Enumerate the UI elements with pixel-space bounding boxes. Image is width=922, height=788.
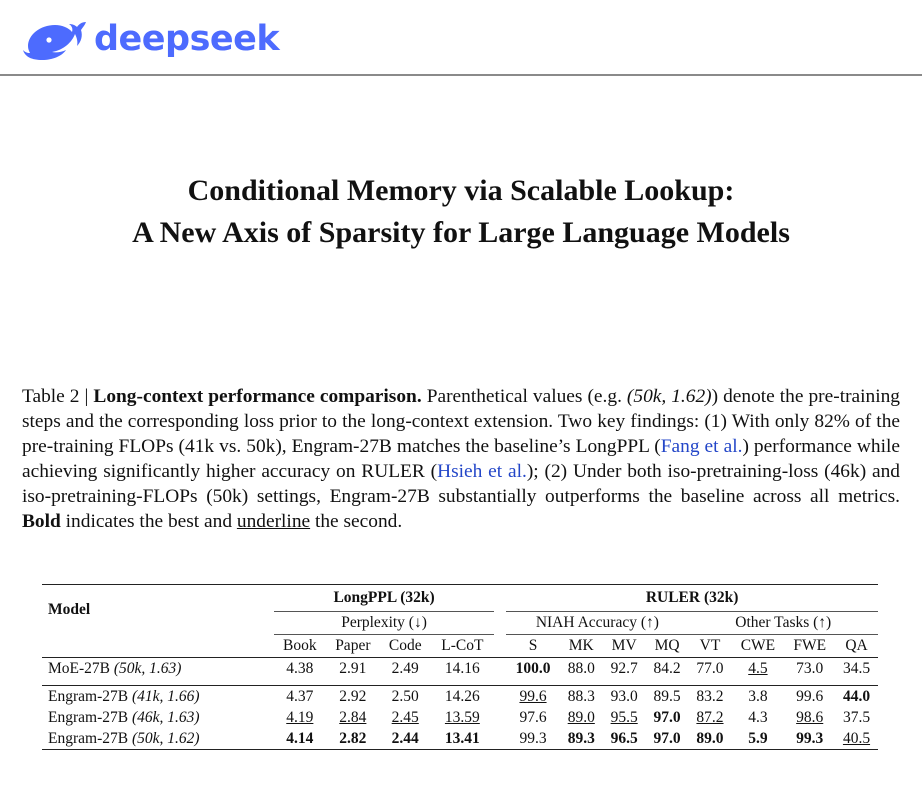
table-cell: 4.5	[731, 658, 784, 680]
table-cell: 92.7	[603, 658, 646, 680]
other-tasks-subheader: Other Tasks (↑)	[689, 612, 878, 635]
caption-bold-title: Long-context performance comparison.	[93, 386, 422, 407]
table-cell: 84.2	[646, 658, 689, 680]
table-cell: 2.84	[339, 708, 367, 726]
table-cell: 4.37	[274, 686, 326, 708]
model-name-cell: Engram-27B (41k, 1.66)	[42, 686, 262, 708]
table-cell: 97.0	[646, 728, 689, 750]
longppl-group-header: LongPPL (32k)	[274, 585, 494, 612]
table-cell: 5.9	[731, 728, 784, 750]
caption-text: Parenthetical values (e.g.	[421, 386, 627, 407]
title-line-2: A New Axis of Sparsity for Large Language Models	[132, 216, 790, 249]
table-cell: 93.0	[603, 686, 646, 708]
table-cell: 40.5	[835, 728, 878, 750]
table-cell: 95.5	[610, 708, 638, 726]
table-cell: 13.59	[444, 708, 480, 726]
table-cell: 97.6	[519, 708, 547, 726]
table-cell: 96.5	[603, 728, 646, 750]
model-name-cell: Engram-27B (46k, 1.63)	[48, 708, 200, 726]
table-cell: 2.45	[391, 708, 419, 726]
caption-text: indicates the best and	[60, 511, 237, 532]
table-cell: 3.8	[731, 686, 784, 708]
deepseek-logo	[22, 16, 279, 62]
table-cell: 99.6	[506, 686, 560, 708]
table-cell: 4.38	[274, 658, 326, 680]
column-header-s: S	[528, 637, 538, 654]
model-column-header: Model	[42, 585, 262, 635]
table-cell: 4.19	[286, 708, 314, 726]
model-name-cell: MoE-27B (50k, 1.63)	[42, 658, 262, 680]
table-cell: 13.41	[431, 728, 495, 750]
caption-bold-word: Bold	[22, 511, 61, 532]
header	[0, 0, 922, 76]
table-cell: 4.3	[748, 708, 768, 726]
table-cell: 89.5	[646, 686, 689, 708]
table-row-moe-50k	[42, 658, 878, 680]
table-cell: 44.0	[835, 686, 878, 708]
table-cell: 2.82	[326, 728, 380, 750]
column-header-book: Book	[283, 637, 317, 654]
column-header-mk: MK	[568, 637, 594, 654]
table-header-row	[42, 585, 878, 612]
caption-text: ) performance while achieving significantly higher accuracy on RULER (	[22, 436, 901, 482]
caption-text: the second.	[310, 511, 403, 532]
table-cell: 87.2	[696, 708, 724, 726]
table-caption	[22, 384, 900, 534]
table-cell: 14.16	[431, 658, 495, 680]
table-row-engram-46k	[42, 707, 878, 728]
column-header-mq: MQ	[654, 637, 680, 654]
table-cell: 2.50	[380, 686, 431, 708]
table-cell: 83.2	[689, 686, 732, 708]
table-cell: 14.26	[431, 686, 495, 708]
table-row-engram-41k	[42, 686, 878, 708]
table-cell: 97.0	[653, 708, 681, 726]
column-header-cwe: CWE	[740, 637, 776, 654]
table-column-row	[42, 635, 878, 658]
table-cell: 2.49	[380, 658, 431, 680]
caption-example: (50k, 1.62)	[626, 386, 712, 407]
caption-text: ) denote the pre-training steps and the corresponding loss prior to the long-context extension. Two key findings: (1) With only 82% of the pre-training FLOPs (41k vs. 50k), Engram-27B matches the baseline’s LongPPL (	[22, 386, 901, 457]
model-name-cell: Engram-27B (50k, 1.62)	[42, 728, 262, 750]
table-cell: 88.3	[560, 686, 603, 708]
paper-title	[0, 170, 922, 254]
table-cell: 99.3	[506, 728, 560, 750]
table-cell: 99.3	[784, 728, 835, 750]
column-header-vt: VT	[699, 637, 721, 654]
header-divider	[0, 74, 922, 76]
table-cell: 89.0	[689, 728, 732, 750]
perplexity-subheader: Perplexity (↓)	[274, 612, 494, 635]
table-row-engram-50k	[42, 728, 878, 750]
table-cell: 37.5	[842, 708, 871, 726]
title-line-1: Conditional Memory via Scalable Lookup:	[187, 174, 735, 207]
caption-underline-word: underline	[236, 511, 311, 532]
column-header-fwe: FWE	[793, 637, 827, 654]
results-table	[42, 584, 878, 750]
logo-text: deepseek	[94, 18, 280, 59]
caption-text: ); (2) Under both iso-pretraining-loss (46k) and iso-pretraining-FLOPs (50k) settings, Engram-27B substantially outperforms the baseline across all metrics.	[22, 461, 900, 507]
table-cell: 100.0	[506, 658, 560, 680]
table-cell: 88.0	[560, 658, 603, 680]
citation-link-fang[interactable]: Fang et al.	[660, 436, 743, 457]
niah-subheader: NIAH Accuracy (↑)	[506, 612, 688, 635]
caption-label: Table 2 |	[22, 386, 94, 407]
ruler-group-header: RULER (32k)	[506, 585, 878, 612]
column-header-code: Code	[388, 637, 422, 654]
table-cell: 98.6	[796, 708, 824, 726]
table-cell: 2.91	[326, 658, 380, 680]
table-cell: 4.14	[274, 728, 326, 750]
whale-icon	[22, 16, 88, 62]
table-cell: 99.6	[784, 686, 835, 708]
table-cell: 2.44	[380, 728, 431, 750]
column-header-paper: Paper	[335, 637, 371, 654]
column-header-qa: QA	[845, 637, 868, 654]
table-cell: 89.3	[560, 728, 603, 750]
citation-link-hsieh[interactable]: Hsieh et al.	[437, 461, 527, 482]
table-cell: 34.5	[835, 658, 878, 680]
column-header-lcot: L-CoT	[441, 637, 484, 654]
table-cell: 2.92	[326, 686, 380, 708]
column-header-mv: MV	[611, 637, 637, 654]
table-cell: 77.0	[689, 658, 732, 680]
table-cell: 89.0	[567, 708, 595, 726]
table-cell: 73.0	[784, 658, 835, 680]
